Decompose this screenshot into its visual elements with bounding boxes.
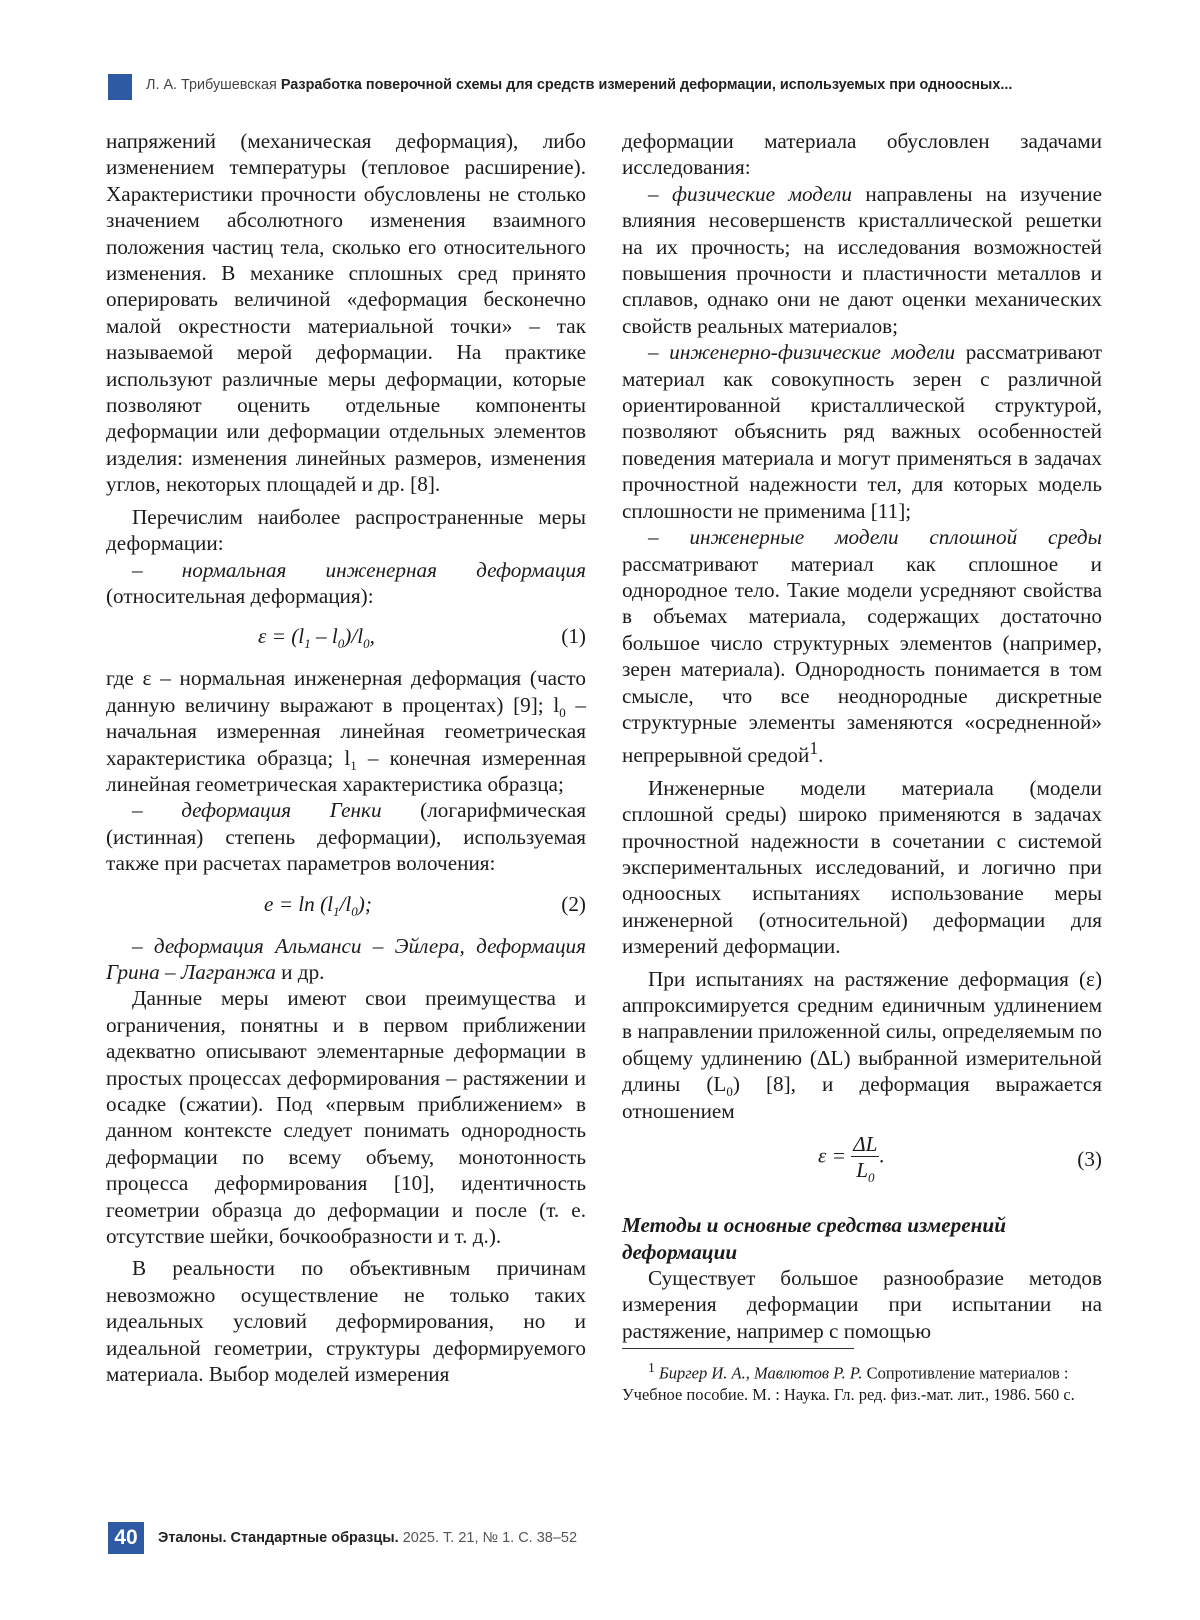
equation-number: (2): [561, 891, 586, 916]
page-number: 40: [108, 1522, 144, 1554]
paragraph: Существует большое разнообразие методов измерения деформации при испытании на растяжение, например с помощью: [622, 1265, 1102, 1343]
list-item: [622, 181, 1102, 339]
term: – деформация Генки: [132, 798, 382, 823]
footnote: $^1$ Биргер И. А., Мавлютов Р. Р. Сопротивление материалов : Учебное пособие. М. : Наука. Гл. ред. физ.-мат. лит., 1986. 560 с.: [622, 1360, 1075, 1405]
equation-formula: $e = \ln (l_1/l_0)$;: [264, 891, 372, 919]
section-heading: Методы и основные средства измерений деформации: [622, 1213, 1007, 1264]
footnote-divider: [622, 1348, 854, 1349]
paragraph: Данные меры имеют свои преимущества и ограничения, понятны и в первом приближении адекватно описывают элементарные деформации в простых процессах деформирования – растяжении и осадке (сжатии). Под «первым приближением» в данном контексте следует понимать однородность деформации по всему объему, монотонность процесса деформирования [10], идентичность геометрии образца до деформации и после (т. е. отсутствие шейки, бочкообразности и т. д.).: [106, 986, 586, 1249]
paragraph: В реальности по объективным причинам невозможно осуществление не только таких идеальных условий деформирования, но и идеальной геометрии, структуры деформируемого материала. Выбор моделей измерения: [106, 1256, 586, 1387]
journal-details: 2025. Т. 21, № 1. С. 38–52: [398, 1530, 578, 1546]
list-item-text: направлены на изучение влияния несовершенств кристаллической решетки на их прочность; на исследования возможностей повышения прочности и пластичности металлов и сплавов, однако они не дают оценки механических свойств реальных материалов;: [622, 181, 1102, 338]
list-item: – инженерные модели сплошной среды рассматривают материал как сплошное и однородное тело. Такие модели усредняют свойства в объемах материала, содержащих достаточно большое число структурных элементов (например, зерен материала). Однородность понимается в том смысле, что все неоднородные дискретные структурные элементы заменяются «осредненной» непрерывной средой$^1$.: [622, 525, 1102, 768]
list-item-text: (логарифмическая (истинная) степень деформации), используемая также при расчетах параметров волочения:: [106, 798, 586, 876]
list-item: [622, 339, 1102, 524]
list-item: [106, 933, 586, 986]
list-item-text: (относительная деформация):: [106, 583, 374, 608]
equation-number: (1): [561, 624, 586, 649]
fraction: $\frac{\Delta L}{L_0}$: [853, 1132, 878, 1186]
term: – нормальная инженерная деформация: [132, 557, 586, 582]
paragraph: деформации материала обусловлен задачами исследования:: [622, 129, 1102, 180]
header-accent-square: [108, 74, 132, 100]
header-title: Разработка поверочной схемы для средств измерений деформации, используемых при одноосных...: [280, 77, 1013, 93]
list-item: [106, 797, 586, 876]
equation-number: (3): [1077, 1147, 1102, 1172]
list-item-text: и др.: [275, 959, 325, 984]
paragraph: При испытаниях на растяжение деформация (ε) аппроксимируется средним единичным удлинением в направлении приложенной силы, определяемым по общему удлинению (ΔL) выбранной измерительной длины $(L_0)$ [8], и деформация выражается отношением: [622, 966, 1103, 1123]
journal-name: Эталоны. Стандартные образцы.: [158, 1530, 399, 1546]
equation-2: [106, 877, 586, 933]
journal-citation: [158, 1530, 577, 1546]
header-text: [146, 77, 1012, 93]
running-header: [108, 74, 1108, 100]
term: – физические модели: [648, 181, 852, 206]
equation-3: [622, 1124, 1102, 1196]
paragraph: где ε – нормальная инженерная деформация (часто данную величину выражают в процентах) [9]; $l_0$ – начальная измеренная линейная геометрическая характеристика образца; $l_1$ – конечная измеренная линейная геометрическая характеристика образца;: [106, 666, 587, 796]
equation-formula: $\varepsilon = (l_1 - l_0)/l_0$,: [258, 624, 375, 652]
list-item-text: рассматривают материал как совокупность зерен с различной ориентированной кристаллической структурой, позволяют объяснить ряд важных особенностей поведения материала и могут применяться в задачах прочностной надежности тел, для которых модель сплошности не применима [11];: [622, 340, 1102, 523]
paragraph: напряжений (механическая деформация), либо изменением температуры (тепловое расширение). Характеристики прочности обусловлены не столько значением абсолютного изменения взаимного положения частиц тела, сколько его относительного изменения. В механике сплошных сред принято оперировать величиной «деформация бесконечно малой окрестности материальной точки» – так называемой мерой деформации. На практике используют различные меры деформации, которые позволяют оценить отдельные компоненты деформации или деформации отдельных элементов изделия: изменения линейных размеров, изменения углов, некоторых площадей и др. [8].: [106, 129, 586, 497]
term: – инженерно-физические модели: [648, 340, 956, 365]
term: – инженерные модели сплошной среды: [648, 525, 1102, 550]
right-column: [622, 128, 1102, 1406]
footnote-ref[interactable]: 1: [809, 738, 819, 759]
list-item: [106, 557, 586, 610]
list-item-text: рассматривают материал как сплошное и однородное тело. Такие модели усредняют свойства в объемах материала, содержащих достаточно большое число структурных элементов (например, зерен материала). Однородность понимается в том смысле, что все неоднородные дискретные структурные элементы заменяются «осредненной» непрерывной средой: [622, 551, 1102, 768]
paragraph: Инженерные модели материала (модели сплошной среды) широко применяются в задачах прочностной надежности в сочетании с системой экспериментальных исследований, и логично при одноосных испытаниях использование меры инженерной (относительной) деформации для измерений деформации.: [622, 775, 1102, 959]
left-column: [106, 128, 586, 1387]
equation-1: [106, 609, 586, 665]
paragraph: Перечислим наиболее распространенные меры деформации:: [106, 504, 586, 556]
equation-formula: ε = $\frac{\Delta L}{L_0}$ .: [818, 1132, 885, 1186]
header-author: Л. А. Трибушевская: [146, 77, 277, 93]
term: – деформация Альманси – Эйлера, деформация Грина – Лагранжа: [106, 933, 586, 984]
